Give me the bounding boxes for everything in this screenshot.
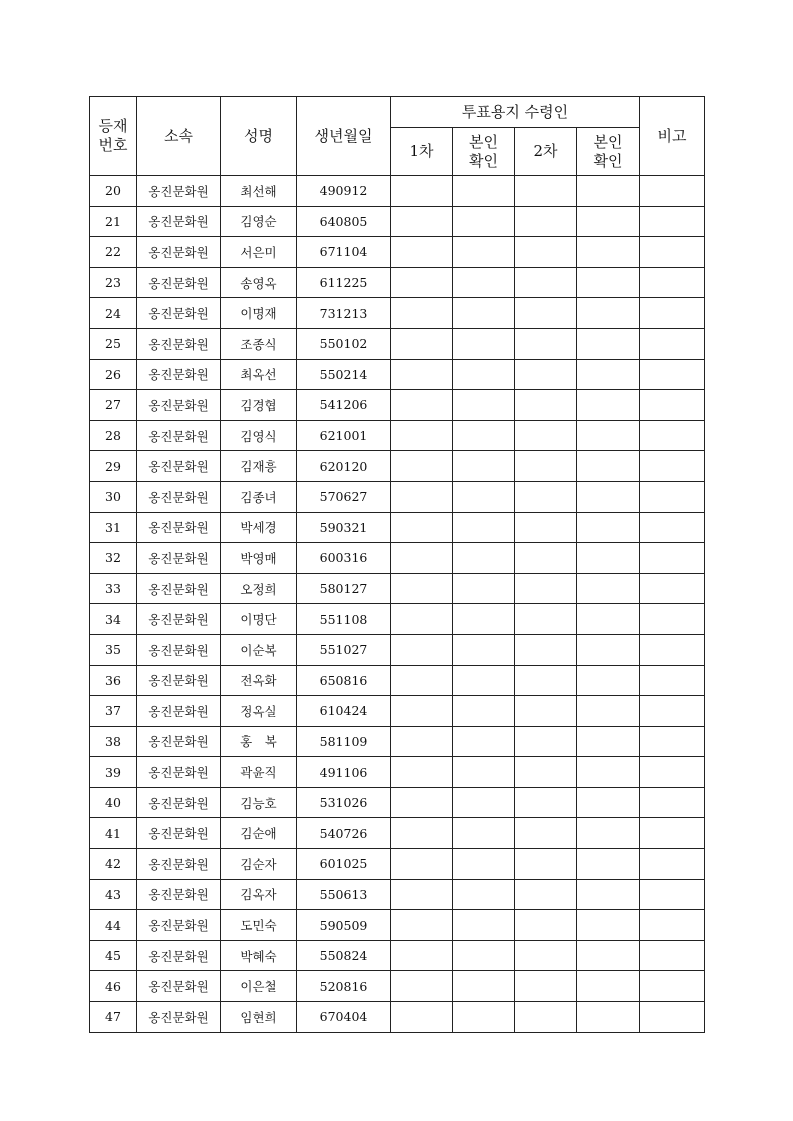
row-affiliation: 옹진문화원: [137, 390, 221, 421]
row-birth-date: 611225: [297, 267, 391, 298]
row-first-confirm-cell: [453, 328, 515, 359]
row-second-confirm-cell: [577, 176, 640, 207]
row-first-confirm-cell: [453, 818, 515, 849]
row-number: 28: [90, 420, 137, 451]
row-first-cell: [391, 665, 453, 696]
row-birth-date: 541206: [297, 390, 391, 421]
table-row: [90, 604, 705, 635]
row-first-confirm-cell: [453, 359, 515, 390]
row-first-confirm-cell: [453, 849, 515, 880]
row-remarks-cell: [640, 328, 705, 359]
row-name: 오정희: [221, 573, 297, 604]
row-birth-date: 540726: [297, 818, 391, 849]
header-name: 성명: [221, 97, 297, 176]
row-second-cell: [515, 237, 577, 268]
table-row: [90, 818, 705, 849]
row-first-cell: [391, 634, 453, 665]
table-row: [90, 451, 705, 482]
row-name: 김영순: [221, 206, 297, 237]
row-name: 김능호: [221, 787, 297, 818]
row-first-cell: [391, 940, 453, 971]
row-first-cell: [391, 328, 453, 359]
row-birth-date: 550613: [297, 879, 391, 910]
table-row: [90, 359, 705, 390]
row-name: 김순애: [221, 818, 297, 849]
row-second-cell: [515, 481, 577, 512]
row-number: 20: [90, 176, 137, 207]
row-affiliation: 옹진문화원: [137, 359, 221, 390]
header-second-confirm: [577, 128, 640, 176]
row-second-confirm-cell: [577, 910, 640, 941]
row-first-confirm-cell: [453, 971, 515, 1002]
row-name: 정옥실: [221, 696, 297, 727]
row-second-confirm-cell: [577, 757, 640, 788]
row-name: 홍 복: [221, 726, 297, 757]
table-row: [90, 910, 705, 941]
row-birth-date: 581109: [297, 726, 391, 757]
row-affiliation: 옹진문화원: [137, 910, 221, 941]
row-second-confirm-cell: [577, 267, 640, 298]
row-first-cell: [391, 176, 453, 207]
row-affiliation: 옹진문화원: [137, 206, 221, 237]
row-affiliation: 옹진문화원: [137, 849, 221, 880]
row-first-confirm-cell: [453, 512, 515, 543]
row-first-cell: [391, 849, 453, 880]
row-second-confirm-cell: [577, 604, 640, 635]
header-affiliation: 소속: [137, 97, 221, 176]
row-number: 29: [90, 451, 137, 482]
row-first-cell: [391, 787, 453, 818]
row-birth-date: 640805: [297, 206, 391, 237]
row-second-confirm-cell: [577, 665, 640, 696]
row-number: 31: [90, 512, 137, 543]
row-first-cell: [391, 420, 453, 451]
row-second-confirm-cell: [577, 726, 640, 757]
row-remarks-cell: [640, 237, 705, 268]
row-name: 김종녀: [221, 481, 297, 512]
row-name: 박영매: [221, 543, 297, 574]
row-remarks-cell: [640, 879, 705, 910]
row-second-confirm-cell: [577, 1002, 640, 1033]
header-ballot-recipient: 투표용지 수령인: [391, 97, 640, 128]
row-first-confirm-cell: [453, 757, 515, 788]
row-affiliation: 옹진문화원: [137, 604, 221, 635]
row-second-cell: [515, 604, 577, 635]
row-name: 곽윤직: [221, 757, 297, 788]
row-remarks-cell: [640, 940, 705, 971]
row-second-confirm-cell: [577, 940, 640, 971]
row-number: 36: [90, 665, 137, 696]
row-second-cell: [515, 543, 577, 574]
row-first-confirm-cell: [453, 267, 515, 298]
table-row: [90, 726, 705, 757]
row-birth-date: 551108: [297, 604, 391, 635]
row-second-confirm-cell: [577, 328, 640, 359]
row-remarks-cell: [640, 787, 705, 818]
row-second-confirm-cell: [577, 634, 640, 665]
row-affiliation: 옹진문화원: [137, 726, 221, 757]
table-body: [90, 176, 705, 1033]
row-second-confirm-cell: [577, 696, 640, 727]
header-number-line1: 등재: [98, 117, 128, 135]
row-number: 30: [90, 481, 137, 512]
row-number: 47: [90, 1002, 137, 1033]
row-first-confirm-cell: [453, 543, 515, 574]
row-name: 이순복: [221, 634, 297, 665]
voter-roster-table: [89, 96, 705, 1033]
table-row: [90, 634, 705, 665]
row-remarks-cell: [640, 206, 705, 237]
row-remarks-cell: [640, 971, 705, 1002]
row-number: 33: [90, 573, 137, 604]
row-remarks-cell: [640, 910, 705, 941]
row-number: 43: [90, 879, 137, 910]
row-second-confirm-cell: [577, 512, 640, 543]
table-row: [90, 237, 705, 268]
row-birth-date: 600316: [297, 543, 391, 574]
row-name: 서은미: [221, 237, 297, 268]
row-affiliation: 옹진문화원: [137, 298, 221, 329]
row-birth-date: 550824: [297, 940, 391, 971]
row-affiliation: 옹진문화원: [137, 879, 221, 910]
row-first-confirm-cell: [453, 665, 515, 696]
row-remarks-cell: [640, 420, 705, 451]
row-remarks-cell: [640, 298, 705, 329]
row-first-cell: [391, 267, 453, 298]
row-first-cell: [391, 696, 453, 727]
row-number: 37: [90, 696, 137, 727]
row-remarks-cell: [640, 451, 705, 482]
row-number: 44: [90, 910, 137, 941]
table-row: [90, 543, 705, 574]
table-row: [90, 328, 705, 359]
row-second-cell: [515, 910, 577, 941]
row-name: 송영옥: [221, 267, 297, 298]
row-second-confirm-cell: [577, 451, 640, 482]
row-second-cell: [515, 359, 577, 390]
row-affiliation: 옹진문화원: [137, 696, 221, 727]
row-second-cell: [515, 512, 577, 543]
row-second-cell: [515, 420, 577, 451]
row-name: 박세경: [221, 512, 297, 543]
row-name: 김옥자: [221, 879, 297, 910]
table-row: [90, 696, 705, 727]
table-row: [90, 665, 705, 696]
row-remarks-cell: [640, 726, 705, 757]
row-first-confirm-cell: [453, 696, 515, 727]
row-first-cell: [391, 971, 453, 1002]
row-name: 임현희: [221, 1002, 297, 1033]
row-second-confirm-cell: [577, 543, 640, 574]
row-affiliation: 옹진문화원: [137, 757, 221, 788]
row-first-cell: [391, 543, 453, 574]
row-number: 25: [90, 328, 137, 359]
row-remarks-cell: [640, 573, 705, 604]
row-first-confirm-cell: [453, 481, 515, 512]
row-first-cell: [391, 757, 453, 788]
row-birth-date: 531026: [297, 787, 391, 818]
row-first-cell: [391, 512, 453, 543]
header-birth-date: 생년월일: [297, 97, 391, 176]
row-second-cell: [515, 267, 577, 298]
row-birth-date: 731213: [297, 298, 391, 329]
row-second-cell: [515, 849, 577, 880]
row-second-cell: [515, 757, 577, 788]
table-row: [90, 757, 705, 788]
row-birth-date: 520816: [297, 971, 391, 1002]
row-second-cell: [515, 176, 577, 207]
row-second-confirm-cell: [577, 481, 640, 512]
row-birth-date: 550214: [297, 359, 391, 390]
row-second-cell: [515, 696, 577, 727]
table-row: [90, 298, 705, 329]
row-birth-date: 580127: [297, 573, 391, 604]
row-birth-date: 551027: [297, 634, 391, 665]
row-birth-date: 650816: [297, 665, 391, 696]
header-first-confirm-line1: 본인: [469, 132, 498, 151]
row-first-cell: [391, 726, 453, 757]
row-remarks-cell: [640, 359, 705, 390]
row-first-confirm-cell: [453, 1002, 515, 1033]
row-second-confirm-cell: [577, 390, 640, 421]
row-remarks-cell: [640, 543, 705, 574]
row-second-confirm-cell: [577, 573, 640, 604]
row-number: 34: [90, 604, 137, 635]
row-number: 27: [90, 390, 137, 421]
row-number: 40: [90, 787, 137, 818]
row-second-confirm-cell: [577, 971, 640, 1002]
row-first-confirm-cell: [453, 237, 515, 268]
table-row: [90, 481, 705, 512]
header-remarks: 비고: [640, 97, 705, 176]
row-remarks-cell: [640, 757, 705, 788]
row-second-cell: [515, 634, 577, 665]
row-birth-date: 601025: [297, 849, 391, 880]
row-birth-date: 570627: [297, 481, 391, 512]
row-second-confirm-cell: [577, 420, 640, 451]
row-birth-date: 670404: [297, 1002, 391, 1033]
row-name: 김경협: [221, 390, 297, 421]
row-name: 이명단: [221, 604, 297, 635]
table-row: [90, 420, 705, 451]
row-birth-date: 671104: [297, 237, 391, 268]
row-first-confirm-cell: [453, 420, 515, 451]
header-number: [90, 97, 137, 176]
row-affiliation: 옹진문화원: [137, 420, 221, 451]
row-second-confirm-cell: [577, 787, 640, 818]
row-second-confirm-cell: [577, 359, 640, 390]
row-number: 35: [90, 634, 137, 665]
header-number-line2: 번호: [98, 136, 128, 154]
row-number: 21: [90, 206, 137, 237]
row-remarks-cell: [640, 665, 705, 696]
row-second-cell: [515, 390, 577, 421]
row-remarks-cell: [640, 481, 705, 512]
row-remarks-cell: [640, 696, 705, 727]
row-second-confirm-cell: [577, 298, 640, 329]
row-second-cell: [515, 726, 577, 757]
row-remarks-cell: [640, 604, 705, 635]
row-name: 김재흥: [221, 451, 297, 482]
table-row: [90, 206, 705, 237]
row-remarks-cell: [640, 267, 705, 298]
row-first-cell: [391, 573, 453, 604]
row-second-cell: [515, 451, 577, 482]
row-first-cell: [391, 390, 453, 421]
header-first-confirm: [453, 128, 515, 176]
row-number: 46: [90, 971, 137, 1002]
row-affiliation: 옹진문화원: [137, 176, 221, 207]
row-first-confirm-cell: [453, 176, 515, 207]
row-name: 이명재: [221, 298, 297, 329]
row-first-confirm-cell: [453, 298, 515, 329]
row-second-confirm-cell: [577, 818, 640, 849]
row-second-cell: [515, 940, 577, 971]
row-first-confirm-cell: [453, 390, 515, 421]
row-birth-date: 610424: [297, 696, 391, 727]
table-row: [90, 849, 705, 880]
row-first-cell: [391, 298, 453, 329]
row-remarks-cell: [640, 634, 705, 665]
row-first-confirm-cell: [453, 451, 515, 482]
row-first-cell: [391, 237, 453, 268]
row-affiliation: 옹진문화원: [137, 1002, 221, 1033]
row-first-cell: [391, 879, 453, 910]
row-number: 39: [90, 757, 137, 788]
table-row: [90, 879, 705, 910]
table-row: [90, 971, 705, 1002]
row-affiliation: 옹진문화원: [137, 543, 221, 574]
table-row: [90, 176, 705, 207]
row-affiliation: 옹진문화원: [137, 665, 221, 696]
row-second-cell: [515, 787, 577, 818]
row-second-confirm-cell: [577, 206, 640, 237]
row-affiliation: 옹진문화원: [137, 940, 221, 971]
row-name: 최옥선: [221, 359, 297, 390]
row-second-cell: [515, 665, 577, 696]
row-birth-date: 491106: [297, 757, 391, 788]
row-number: 23: [90, 267, 137, 298]
row-affiliation: 옹진문화원: [137, 971, 221, 1002]
row-second-cell: [515, 206, 577, 237]
row-second-cell: [515, 1002, 577, 1033]
table-row: [90, 1002, 705, 1033]
row-second-confirm-cell: [577, 849, 640, 880]
table-row: [90, 787, 705, 818]
row-name: 김순자: [221, 849, 297, 880]
row-affiliation: 옹진문화원: [137, 328, 221, 359]
table-row: [90, 390, 705, 421]
header-first-confirm-line2: 확인: [469, 151, 498, 170]
row-name: 최선해: [221, 176, 297, 207]
row-first-confirm-cell: [453, 940, 515, 971]
row-first-cell: [391, 359, 453, 390]
row-second-cell: [515, 879, 577, 910]
row-number: 45: [90, 940, 137, 971]
row-name: 김영식: [221, 420, 297, 451]
row-first-cell: [391, 206, 453, 237]
row-first-cell: [391, 1002, 453, 1033]
header-second-confirm-line2: 확인: [593, 151, 623, 170]
row-number: 22: [90, 237, 137, 268]
row-first-cell: [391, 604, 453, 635]
row-birth-date: 621001: [297, 420, 391, 451]
row-affiliation: 옹진문화원: [137, 237, 221, 268]
row-remarks-cell: [640, 512, 705, 543]
row-birth-date: 490912: [297, 176, 391, 207]
table-header: [90, 97, 705, 176]
row-affiliation: 옹진문화원: [137, 787, 221, 818]
header-first: 1차: [391, 128, 453, 176]
row-first-confirm-cell: [453, 879, 515, 910]
row-second-cell: [515, 818, 577, 849]
table-row: [90, 512, 705, 543]
row-affiliation: 옹진문화원: [137, 267, 221, 298]
row-number: 24: [90, 298, 137, 329]
table-row: [90, 267, 705, 298]
row-second-cell: [515, 971, 577, 1002]
header-second: 2차: [515, 128, 577, 176]
row-first-confirm-cell: [453, 634, 515, 665]
row-affiliation: 옹진문화원: [137, 818, 221, 849]
header-second-confirm-line1: 본인: [593, 132, 623, 151]
row-number: 41: [90, 818, 137, 849]
row-birth-date: 620120: [297, 451, 391, 482]
row-affiliation: 옹진문화원: [137, 573, 221, 604]
table-row: [90, 940, 705, 971]
row-name: 전옥화: [221, 665, 297, 696]
row-number: 42: [90, 849, 137, 880]
row-birth-date: 590321: [297, 512, 391, 543]
row-remarks-cell: [640, 818, 705, 849]
row-number: 38: [90, 726, 137, 757]
row-first-confirm-cell: [453, 206, 515, 237]
row-first-confirm-cell: [453, 726, 515, 757]
row-name: 조종식: [221, 328, 297, 359]
row-remarks-cell: [640, 1002, 705, 1033]
row-second-confirm-cell: [577, 237, 640, 268]
row-first-confirm-cell: [453, 604, 515, 635]
row-birth-date: 590509: [297, 910, 391, 941]
row-first-cell: [391, 910, 453, 941]
row-remarks-cell: [640, 176, 705, 207]
row-first-confirm-cell: [453, 910, 515, 941]
row-birth-date: 550102: [297, 328, 391, 359]
row-first-confirm-cell: [453, 787, 515, 818]
row-second-confirm-cell: [577, 879, 640, 910]
row-name: 이은철: [221, 971, 297, 1002]
row-affiliation: 옹진문화원: [137, 512, 221, 543]
row-first-cell: [391, 451, 453, 482]
row-affiliation: 옹진문화원: [137, 481, 221, 512]
row-remarks-cell: [640, 849, 705, 880]
row-first-cell: [391, 481, 453, 512]
row-name: 도민숙: [221, 910, 297, 941]
table-row: [90, 573, 705, 604]
row-affiliation: 옹진문화원: [137, 634, 221, 665]
row-second-cell: [515, 298, 577, 329]
row-affiliation: 옹진문화원: [137, 451, 221, 482]
row-remarks-cell: [640, 390, 705, 421]
row-number: 26: [90, 359, 137, 390]
row-number: 32: [90, 543, 137, 574]
row-first-confirm-cell: [453, 573, 515, 604]
row-first-cell: [391, 818, 453, 849]
row-name: 박혜숙: [221, 940, 297, 971]
row-second-cell: [515, 573, 577, 604]
row-second-cell: [515, 328, 577, 359]
